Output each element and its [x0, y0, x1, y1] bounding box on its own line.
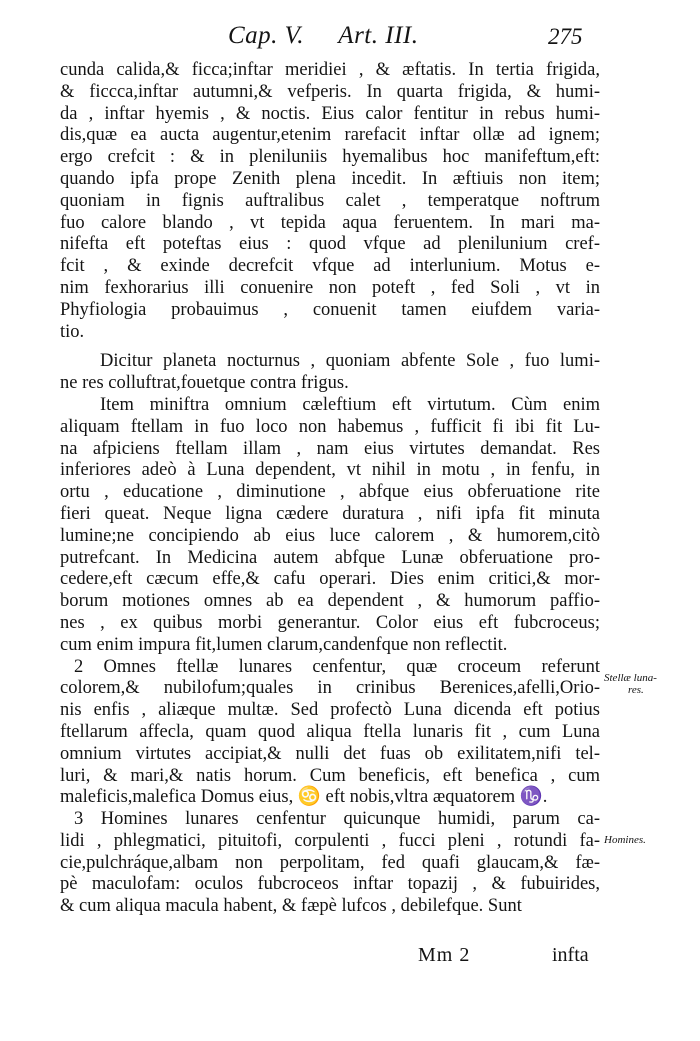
text-line: colorem,& nubilofum;quales in crinibus Berenices,afelli,Orio- [60, 678, 600, 699]
body-text [60, 60, 600, 918]
text-line: Phyfiologia probauimus , conuenit tamen eiufdem varia- [60, 299, 600, 320]
text-line: fieri queat. Neque ligna cædere duratura , nifi ipfa fit minuta [60, 503, 600, 524]
text-line: cum enim impura fit,lumen clarum,candenfque non reflectit. [60, 634, 508, 655]
text-line: Dicitur planeta nocturnus , quoniam abfente Sole , fuo lumi- [100, 351, 600, 372]
text-line: & cum aliqua macula habent, & fæpè lufcos , debilefque. Sunt [60, 896, 522, 917]
text-line: lumine;ne concipiendo ab eius luce calorem , & humorem,citò [60, 525, 600, 546]
text-line: ortu , educatione , diminutione , abfque eius obferuatione rite [60, 482, 600, 503]
text-line: ftellarum affecla, quam quod aliqua ftella lunaris fit , cum Luna [60, 721, 600, 742]
text-line: cie,pulchráque,albam non perpolitam, fed quafi glaucam,& fæ- [60, 852, 600, 873]
text-line: inferiores adeò à Luna dependent, vt nihil in motu , in fenfu, in [60, 460, 600, 481]
text-line: maleficis,malefica Domus eius, ♋ eft nobis,vltra æquatorem ♑. [60, 787, 548, 808]
margin-note-homines [604, 834, 646, 846]
text-line: quando ipfa prope Zenith plena incedit. In æftiuis non item; [60, 168, 600, 189]
text-line: na afpiciens ftellam illam , nam eius virtutes demandat. Res [60, 438, 600, 459]
margin-note-stellae-line1: Stellæ luna- [604, 672, 657, 684]
page-number: 275 [548, 24, 583, 49]
text-line: cedere,eft cæcum effe,& cafu operari. Dies enim critici,& mor- [60, 569, 600, 590]
text-line: da , inftar hyemis , & noctis. Eius calor fentitur in rebus humi- [60, 103, 600, 124]
text-line: tio. [60, 321, 85, 342]
text-line: borum motiones omnes ab ea dependent , & humorum paffio- [60, 591, 600, 612]
text-line: nis enfis , aliæque multæ. Sed profectò Luna dicenda eft potius [60, 700, 600, 721]
margin-note-stellae [604, 672, 657, 696]
chapter-label: Cap. V. [228, 22, 304, 49]
text-line: pè maculofam: oculos fubcroceos inftar topazij , & fubuirides, [60, 874, 600, 895]
running-head [228, 22, 446, 50]
text-line: omnium virtutes accipiat,& nulli det fuas ob exilitatem,nifi tel- [60, 743, 600, 764]
margin-note-homines-text: Homines. [604, 834, 646, 846]
text-line: fcit , & exinde decrefcit vfque ad interlunium. Motus e- [60, 256, 600, 277]
text-line: fuo calore blando , vt tepida aqua feruentem. In mari ma- [60, 212, 600, 233]
text-line: dis,quæ ea aucta augentur,etenim rarefacit inftar ollæ ad ignem; [60, 125, 600, 146]
page-header [0, 14, 700, 54]
text-line: nim fexhorarius illi conuenire non poteft , fed Soli , vt in [60, 277, 600, 298]
text-line: putrefcant. In Medicina autem abfque Lunæ obferuatione pro- [60, 547, 600, 568]
text-line: cunda calida,& ficca;inftar meridiei , & æftatis. In tertia frigida, [60, 60, 600, 80]
article-label: Art. III. [338, 22, 419, 49]
text-line: luri, & mari,& natis horum. Cum beneficis, eft benefica , cum [60, 765, 600, 786]
text-line: quoniam in fignis auftralibus calet , temperatque noftrum [60, 190, 600, 211]
catchword: infta [552, 944, 589, 966]
text-line: aliquam ftellam in fuo loco non habemus , fufficit fi ibi fit Lu- [60, 416, 600, 437]
signature-mark: Mm 2 [418, 944, 471, 966]
text-line: ne res colluftrat,fouetque contra frigus. [60, 373, 349, 394]
margin-note-stellae-line2: res. [628, 684, 644, 696]
page-footer [0, 944, 700, 974]
text-line: ergo crefcit : & in pleniluniis hyemalibus hoc manifeftum,eft: [60, 147, 600, 168]
text-line: lidi , phlegmatici, pituitofi, corpulenti , fucci pleni , rotundi fa- [60, 830, 600, 851]
text-line: Item miniftra omnium cæleftium eft virtutum. Cùm enim [100, 394, 600, 415]
text-line: 3 Homines lunares cenfentur quicunque humidi, parum ca- [74, 809, 600, 830]
text-line: nes , ex quibus morbi generantur. Color eius eft fubcroceus; [60, 612, 600, 633]
text-line: 2 Omnes ftellæ lunares cenfentur, quæ croceum referunt [74, 656, 600, 677]
text-line: nifefta eft poteftas eius : quod vfque ad plenilunium cref- [60, 234, 600, 255]
text-line: & ficcca,inftar autumni,& vefperis. In quarta frigida, & humi- [60, 81, 600, 102]
